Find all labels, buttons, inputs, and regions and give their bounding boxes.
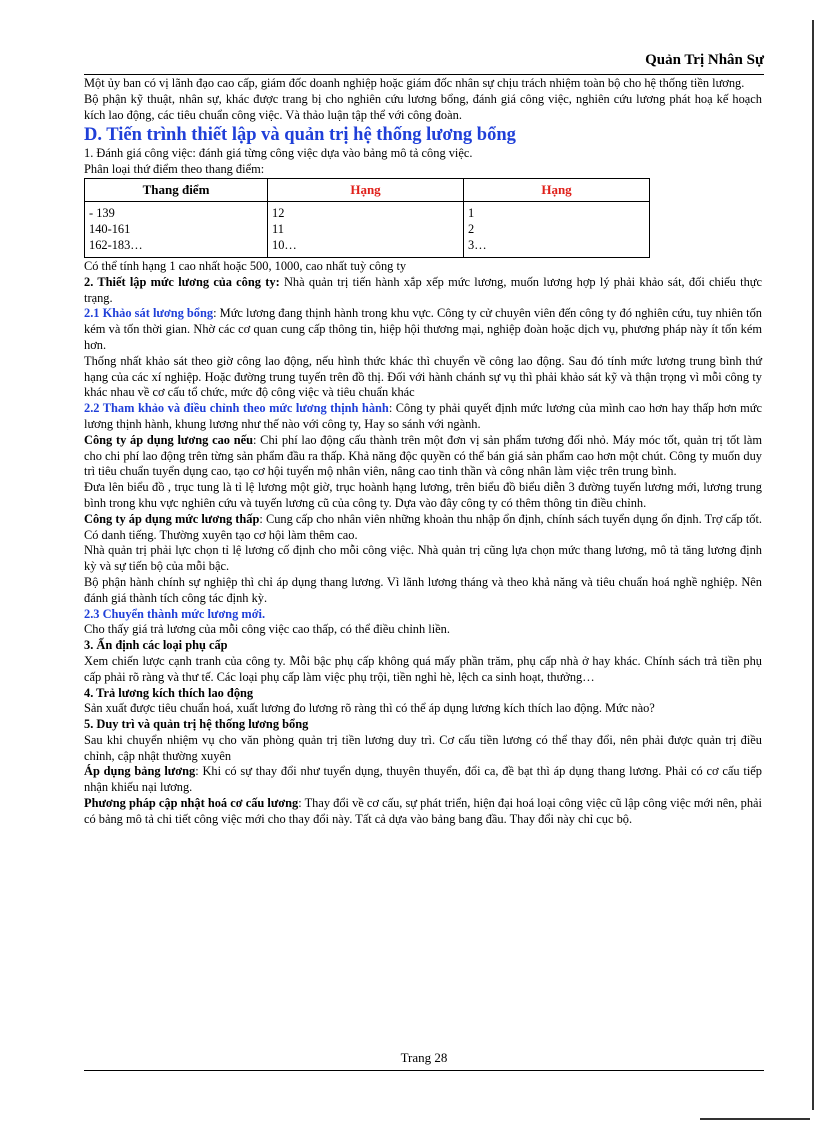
apply-table-heading: Áp dụng bảng lương: [84, 764, 196, 779]
step1-classification: Phân loại thứ điểm theo thang điểm:: [84, 162, 265, 177]
apply-table-text: : Khi có sự thay đổi như tuyển dụng, thuyên thuyển, đổi ca, đề bạt thì áp dụng thang lương. Phải có cơ cấu tiếp nhận khiếu nại lương.: [84, 764, 762, 795]
low-wage-text: : Cung cấp cho nhân viên những khoản thu nhập ổn định, chính sách tuyển dụng ổn định. Trợ cấp tốt. Có danh tiếng. Thường xuyên tạo cơ hội làm thêm cao.: [84, 511, 763, 542]
table-header-rank: Hạng: [268, 178, 464, 201]
section-2-heading: 2. Thiết lập mức lương của công ty:: [84, 274, 280, 289]
cell-value: 140-161: [89, 221, 131, 236]
cell-value: 3…: [468, 237, 487, 252]
intro-paragraph-1: Một ủy ban có vị lãnh đạo cao cấp, giám đốc doanh nghiệp hoặc giám đốc nhân sự chịu trách nhiệm toàn bộ cho hệ thống tiền lương.: [84, 76, 745, 90]
step1-text: 1. Đánh giá công việc: đánh giá từng công việc dựa vào bảng mô tả công việc.: [84, 146, 473, 161]
section-2-2-text: : Công ty phải quyết định mức lương của mình cao hơn hay thấp hơn mức lương thịnh hành, khung lương như thế nào với công ty, Hay so sánh với ngành.: [84, 401, 762, 431]
chart-paragraph: Đưa lên biểu đồ , trục tung là tỉ lệ lương một giờ, trục hoành hạng lương, trên biểu đồ biểu diễn 3 đường tuyến lương mới, lương trung bình trong khu vực nghiên cứu và tuyến lương cũ của công ty. Dựa vào đây công ty có thêm thông tin điều chỉnh.: [84, 480, 762, 510]
cell-value: 1: [468, 205, 475, 220]
running-header: Quản Trị Nhân Sự: [645, 52, 764, 68]
high-wage-heading: Công ty áp dụng lương cao nếu: [84, 432, 253, 447]
section-2-1-paragraph: [84, 306, 762, 353]
admin-paragraph: Bộ phận hành chính sự nghiệp thì chỉ áp dụng thang lương. Vì lãnh lương tháng và theo khả năng và tiêu chuẩn hoá nghề nghiệp. Nên đánh giá thành tích công tác định kỳ.: [84, 574, 762, 605]
section-2-1-text: : Mức lương đang thịnh hành trong khu vực. Công ty cử chuyên viên đến công ty đó nghiên cứu, tuy nhiên tốn kém và tốn thời gian. Nhờ các cơ quan cung cấp thông tin, hiệp hội thương mại, nghiệp đoàn hoặc dịch vụ, phương pháp này ít tốn kém hơn.: [84, 306, 762, 352]
section-2-3-heading: 2.3 Chuyển thành mức lương mới.: [84, 606, 266, 621]
page-corner-shadow: [700, 1118, 810, 1120]
section-2-1-paragraph-2: Thống nhất khảo sát theo giờ công lao động, nếu hình thức khác thì chuyển về công lao động. Sau đó tính mức lương trung bình thứ hạng của các xí nghiệp. Hoặc đường trung tuyến trên đồ thị. Đối với hành chánh sự vụ thì phải khảo sát kỹ và thận trọng vì mỗi công ty khác nhau về cơ cấu tổ chức, mức độ công việc và tiêu chuẩn khác: [84, 353, 762, 400]
section-3-text: Xem chiến lược cạnh tranh của công ty. Mỗi bậc phụ cấp không quá mấy phần trăm, phụ cấp nhà ở hay khác. Chính sách trả tiền phụ cấp phải rõ ràng và thư tế. Các loại phụ cấp làm việc phụ trội, tiền nghỉ hè, lệch ca sinh hoạt, thưởng…: [84, 653, 762, 684]
table-header-row: [85, 178, 650, 201]
choose-rate-paragraph: Nhà quản trị phải lực chọn tỉ lệ lương cố định cho mỗi công việc. Nhà quản trị cũng lựa chọn mức thang lương, mô tả tăng lương định kỳ và sự tiến bộ của mỗi bậc.: [84, 543, 762, 574]
section-2-paragraph: [84, 275, 762, 307]
page-number: Trang 28: [400, 1050, 448, 1065]
high-wage-paragraph: [84, 433, 762, 480]
section-3-heading: 3. Ấn định các loại phụ cấp: [84, 638, 228, 653]
section-4-heading: 4. Trả lương kích thích lao động: [84, 685, 254, 700]
table-header-points: Thang điểm: [85, 178, 268, 201]
section-2-text: Nhà quản trị tiến hành xắp xếp mức lương, muốn lương hợp lý phải khảo sát, đối chiếu thực trạng.: [84, 274, 763, 305]
section-5-heading: 5. Duy trì và quản trị hệ thống lương bổng: [84, 717, 309, 732]
page-edge-shadow: [812, 20, 814, 1110]
low-wage-heading: Công ty áp dụng mức lương thấp: [84, 511, 260, 526]
update-method-paragraph: [84, 796, 762, 828]
cell-value: 12: [272, 205, 285, 220]
high-wage-text: : Chi phí lao động cấu thành trên một đơn vị sản phẩm tương đối nhỏ. Máy móc tốt, quản trị tốt làm cho chi phí lao động trên từng sản phẩm đầu ra thấp. Khả năng độc quyền có thể bán giá sản phẩm cao hơn một chút. Công ty muốn duy trì tiêu chuẩn tuyển dụng cao, tạo cơ hội tuyển mộ nhân viên, nâng cao tinh thần và công nhân làm việc trên trung bình.: [84, 432, 762, 479]
update-method-text: : Thay đổi về cơ cấu, sự phát triển, hiện đại hoá loại công việc cũ lập công việc mới nên, phải có bảng mô tả chi tiết công việc mới cho thay đổi này. Tất cả dựa vào bảng bang đầu. Thay đổi này chỉ cục bộ.: [84, 796, 762, 826]
page-body: [84, 76, 762, 828]
table-cell-rank-2: [464, 201, 650, 257]
update-method-heading: Phương pháp cập nhật hoá cơ cấu lương: [84, 796, 299, 811]
table-cell-points: [85, 201, 268, 257]
cell-value: 10…: [272, 237, 297, 252]
cell-value: 11: [272, 221, 284, 236]
section-2-2-heading: 2.2 Tham khảo và điều chỉnh theo mức lương thịnh hành: [84, 401, 389, 416]
cell-value: - 139: [89, 205, 115, 220]
section-2-3-text: Cho thấy giá trả lương của mỗi công việc cao thấp, có thể điều chỉnh liền.: [84, 622, 450, 637]
section-2-1-heading: 2.1 Khảo sát lương bổng: [84, 306, 214, 321]
apply-table-paragraph: [84, 764, 762, 796]
table-row: [85, 201, 650, 257]
footer-rule: [84, 1070, 764, 1071]
section-4-text: Sản xuất được tiêu chuẩn hoá, xuất lương đo lương rõ ràng thì có thể áp dụng lương kích thích lao động. Mức nào?: [84, 701, 655, 716]
intro-paragraph-2: Bộ phận kỹ thuật, nhân sự, khác được trang bị cho nghiên cứu lương bổng, đánh giá công việc, nghiên cứu lương phát hoạ kế hoạch kích lao động, các tiêu chuẩn công việc. Và thảo luận tập thể với công đoàn.: [84, 91, 762, 122]
section-d-heading: D. Tiến trình thiết lập và quản trị hệ thống lương bổng: [84, 125, 516, 146]
after-table-note: Có thể tính hạng 1 cao nhất hoặc 500, 1000, cao nhất tuỳ công ty: [84, 258, 407, 273]
cell-value: 162-183…: [89, 237, 143, 252]
cell-value: 2: [468, 221, 475, 236]
table-header-rank-2: Hạng: [464, 178, 650, 201]
grade-table: [84, 178, 650, 258]
low-wage-paragraph: [84, 512, 762, 544]
table-cell-rank: [268, 201, 464, 257]
section-5-text: Sau khi chuyển nhiệm vụ cho văn phòng quản trị tiền lương duy trì. Cơ cấu tiền lương có thể thay đổi, nên phải được quản trị điều chỉnh, cập nhật thường xuyên: [84, 732, 762, 763]
header-rule: [84, 74, 764, 75]
section-2-2-paragraph: [84, 401, 762, 433]
